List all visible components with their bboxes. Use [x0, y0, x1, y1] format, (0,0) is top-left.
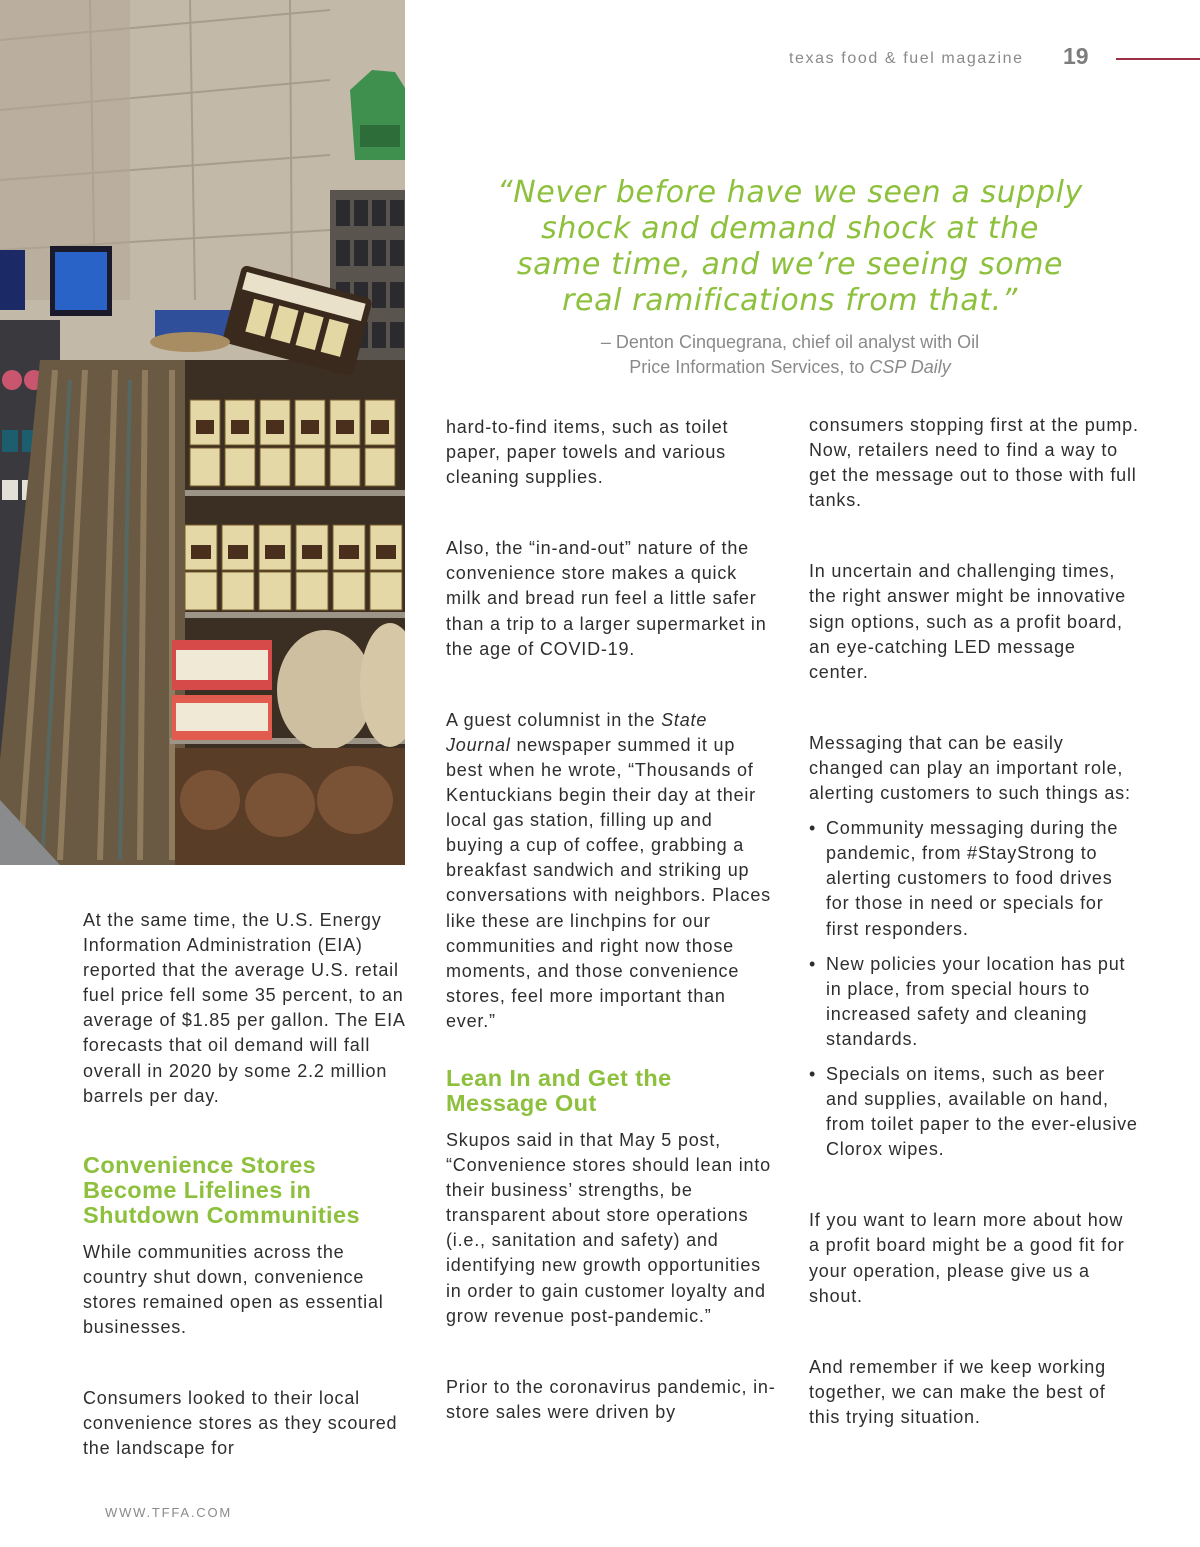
body-paragraph: Prior to the coronavirus pandemic, in-store sales were driven by: [446, 1376, 776, 1422]
pull-quote-line: real ramifications from that.”: [562, 283, 1018, 318]
bullet-text: New policies your location has put in place, from special hours to increased safety and cleaning standards.: [826, 953, 1126, 1049]
bullet-text: Specials on items, such as beer and supplies, available on hand, from toilet paper to the ever-elusive Clorox wipes.: [826, 1063, 1138, 1160]
attribution-line2: Price Information Services, to: [629, 357, 870, 377]
bullet-item: [809, 1062, 1139, 1162]
text-run: A guest columnist in the: [446, 709, 662, 730]
bullet-dot: •: [809, 818, 817, 839]
pull-quote-text: [470, 175, 1110, 319]
body-paragraph: hard-to-find items, such as toilet paper, paper towels and various cleaning supplies.: [446, 417, 729, 488]
body-paragraph: consumers stopping first at the pump. Now, retailers need to find a way to get the message out to those with full tanks.: [809, 415, 1139, 511]
body-paragraph: Also, the “in-and-out” nature of the convenience store makes a quick milk and bread run feel a little safer than a trip to a larger supermarket in the age of COVID-19.: [446, 538, 767, 659]
publication-name: State Journal: [446, 709, 708, 755]
column-1: [83, 908, 413, 1461]
bullet-list: [809, 816, 1139, 1162]
body-paragraph: In uncertain and challenging times, the right answer might be innovative sign options, such as a profit board, an eye-catching LED message center.: [809, 561, 1126, 682]
body-paragraph: At the same time, the U.S. Energy Information Administration (EIA) reported that the average U.S. retail fuel price fell some 35 percent, to an average of $1.85 per gallon. The EIA forecasts that oil demand will fall overall in 2020 by some 2.2 million barrels per day.: [83, 910, 405, 1106]
store-photo: [0, 0, 405, 865]
section-heading-lifelines: Convenience Stores Become Lifelines in Shutdown Communities: [83, 1151, 360, 1228]
body-paragraph: While communities across the country shut down, convenience stores remained open as essential businesses.: [83, 1241, 384, 1338]
pull-quote: [470, 175, 1110, 380]
body-paragraph: Skupos said in that May 5 post, “Convenience stores should lean into their business’ strengths, be transparent about store operations (i.e., sanitation and safety) and identifying new growth opportunities in order to gain customer loyalty and grow revenue post-pandemic.”: [446, 1129, 771, 1326]
body-paragraph: Consumers looked to their local convenience stores as they scoured the landscape for: [83, 1388, 398, 1459]
bullet-dot: •: [809, 1063, 817, 1084]
magazine-title: texas food & fuel magazine: [789, 50, 1024, 67]
column-2: [446, 415, 776, 1425]
pull-quote-line: “Never before have we seen a supply: [497, 175, 1083, 210]
bullet-item: [809, 816, 1139, 941]
bullet-dot: •: [809, 953, 817, 974]
body-paragraph: And remember if we keep working together, we can make the best of this trying situation.: [809, 1356, 1106, 1427]
column-3: [809, 413, 1139, 1430]
pull-quote-line: same time, and we’re seeing some: [516, 247, 1064, 282]
footer-url: WWW.TFFA.COM: [105, 1505, 233, 1520]
page-number: 19: [1063, 43, 1089, 69]
attribution-source: CSP Daily: [869, 357, 951, 377]
attribution-line1: – Denton Cinquegrana, chief oil analyst with Oil: [600, 332, 980, 352]
store-photo-illustration: [0, 0, 405, 865]
pull-quote-line: shock and demand shock at the: [541, 211, 1039, 246]
text-run: newspaper summed it up best when he wrote, “Thousands of Kentuckians begin their day at their local gas station, filling up and buying a cup of coffee, grabbing a breakfast sandwich and striking up conversations with neighbors. Places like these are linchpins for our communities and right now those moments, and those convenience stores, feel more important than ever.”: [446, 734, 771, 1031]
header-rule: [1116, 58, 1200, 60]
body-paragraph: Messaging that can be easily changed can play an important role, alerting customers to such things as:: [809, 732, 1131, 804]
bullet-text: Community messaging during the pandemic, from #StayStrong to alerting customers to food drives for those in need or specials for first responders.: [826, 818, 1119, 939]
bullet-item: [809, 952, 1139, 1052]
pull-quote-attribution: [555, 330, 1025, 380]
body-paragraph: If you want to learn more about how a profit board might be a good fit for your operation, please give us a shout.: [809, 1210, 1125, 1306]
section-heading-lean-in: Lean In and Get the Message Out: [446, 1064, 672, 1116]
body-paragraph: [446, 708, 776, 1034]
